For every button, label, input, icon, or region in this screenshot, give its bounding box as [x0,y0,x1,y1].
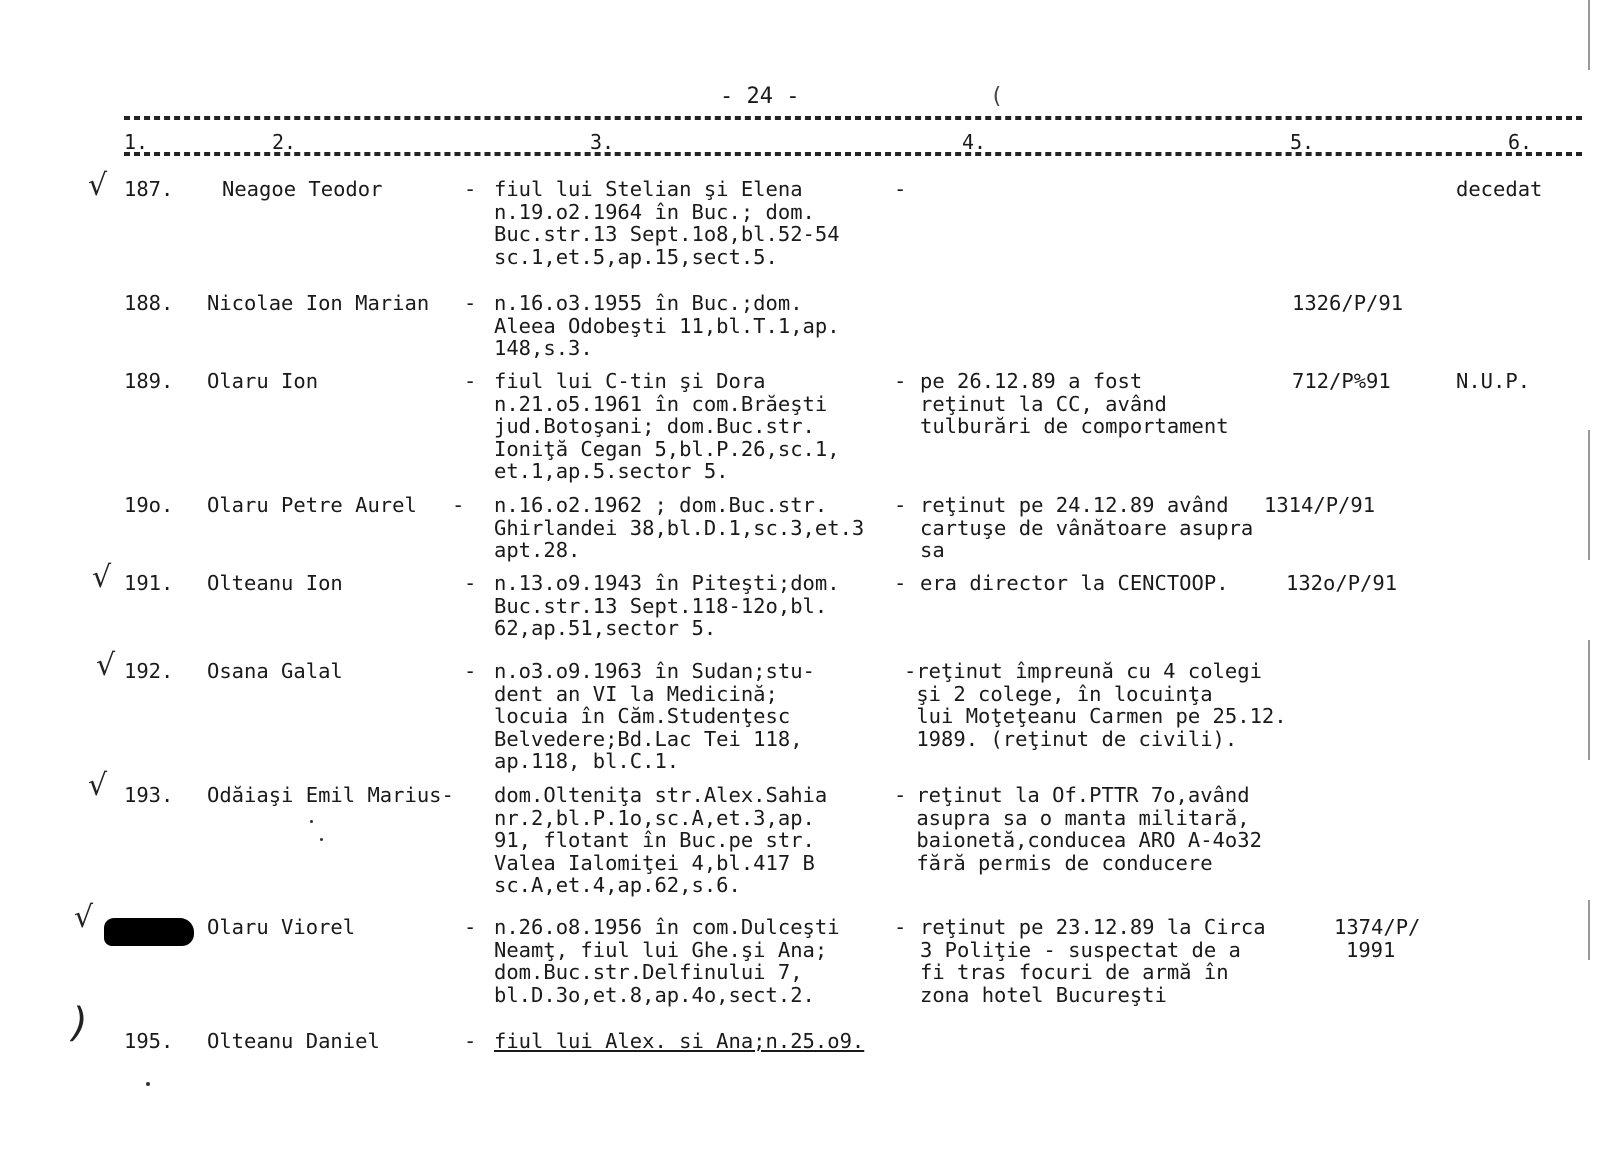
column-number-4: 4. [962,130,987,154]
entry-name: Olaru Ion [207,369,319,393]
scan-speck [320,838,323,841]
entry-details: fiul lui Stelian şi Elena n.19.o2.1964 în Buc.; dom. Buc.str.13 Sept.1o8,bl.52-54 sc.1,et.5,ap.15,sect.5. [494,177,840,269]
entry-details: dom.Olteniţa str.Alex.Sahia nr.2,bl.P.1o,sc.A,et.3,ap. 91, flotant în Buc.pe str. Valea Ialomiţei 4,bl.417 B sc.A,et.4,ap.62,s.6. [494,783,828,897]
column-number-1: 1. [124,130,149,154]
scan-speck [310,820,313,823]
scan-edge-mark [1588,0,1590,70]
entry-number: 189. [124,369,174,393]
separator-dash: - [894,783,907,807]
entry-details: n.26.o8.1956 în com.Dulceşti Neamţ, fiul lui Ghe.şi Ana; dom.Buc.str.Delfinului 7, bl.D.3o,et.8,ap.4o,sect.2. [494,915,840,1007]
column-number-5: 5. [1290,130,1315,154]
header-rule-bottom [124,152,1582,156]
entry-status: decedat [1456,177,1543,201]
entry-name: Olaru Petre Aurel [207,493,417,517]
separator-dash: - [464,571,477,595]
entry-file-number: 712/P%91 [1292,369,1391,393]
entry-name: Osana Galal [207,659,343,683]
entry-note: -reţinut împreună cu 4 colegi şi 2 colege, în locuinţa lui Moţeţeanu Carmen pe 25.12. 1989. (reţinut de civili). [904,659,1287,751]
separator-dash: - [452,493,465,517]
separator-dash: - [464,659,477,683]
entry-name: Olteanu Ion [207,571,343,595]
separator-dash: - [894,571,907,595]
entry-details: n.13.o9.1943 în Piteşti;dom. Buc.str.13 Sept.118-12o,bl. 62,ap.51,sector 5. [494,571,840,640]
entry-note: era director la CENCTOOP. [920,571,1229,595]
entry-file-number: 1314/P/91 [1264,493,1376,517]
scan-edge-mark [1588,900,1590,960]
entry-file-number: 132o/P/91 [1286,571,1398,595]
entry-note: reţinut pe 24.12.89 având cartuşe de vânătoare asupra sa [920,493,1254,562]
entry-file-number: 1374/P/ 1991 [1334,915,1421,962]
checkmark-icon: √ [88,168,108,203]
entry-status: N.U.P. [1456,369,1531,393]
entry-details: fiul lui Alex. si Ana;n.25.o9. [494,1029,865,1053]
separator-dash: - [894,493,907,517]
separator-dash: - [464,177,477,201]
separator-dash: - [464,291,477,315]
entry-name: Nicolae Ion Marian [207,291,430,315]
entry-note: pe 26.12.89 a fost reţinut la CC, având tulburări de comportament [920,369,1229,438]
separator-dash: - [894,177,907,201]
scan-edge-mark [1588,430,1590,560]
entry-number: 195. [124,1029,174,1053]
separator-dash: - [464,915,477,939]
entry-note: reţinut pe 23.12.89 la Circa 3 Poliţie - suspectat de a fi tras focuri de armă în zona hotel Bucureşti [920,915,1266,1007]
separator-dash: - [464,1029,477,1053]
column-number-6: 6. [1508,130,1533,154]
entry-name: Neagoe Teodor [222,177,383,201]
column-number-3: 3. [590,130,615,154]
page-number: - 24 - [720,84,800,109]
separator-dash: - [464,369,477,393]
entry-number: 191. [124,571,174,595]
checkmark-icon: √ [88,768,108,803]
entry-note: reţinut la Of.PTTR 7o,având asupra sa o manta militară, baionetă,conducea ARO A-4o32 fără permis de conducere [904,783,1262,875]
entry-name: Odăiaşi Emil Marius- [207,783,454,807]
column-number-2: 2. [272,130,297,154]
scan-edge-mark [1588,640,1590,760]
entry-file-number: 1326/P/91 [1292,291,1404,315]
entry-details: fiul lui C-tin şi Dora n.21.o5.1961 în com.Brăeşti jud.Botoşani; dom.Buc.str. Ioniţă Cegan 5,bl.P.26,sc.1, et.1,ap.5.sector 5. [494,369,840,483]
header-rule-top [124,116,1582,120]
checkmark-icon: √ [74,900,94,935]
entry-details: n.16.o3.1955 în Buc.;dom. Aleea Odobeşti 11,bl.T.1,ap. 148,s.3. [494,291,840,360]
entry-details: n.16.o2.1962 ; dom.Buc.str. Ghirlandei 38,bl.D.1,sc.3,et.3 apt.28. [494,493,865,562]
entry-number: 192. [124,659,174,683]
entry-name: Olteanu Daniel [207,1029,380,1053]
entry-number: 188. [124,291,174,315]
entry-number: 19o. [124,493,174,517]
margin-mark: ( [990,84,1004,109]
separator-dash: - [894,369,907,393]
checkmark-icon: √ [92,560,112,595]
bracket-mark-icon: ) [72,1000,88,1046]
scan-speck [146,1082,150,1086]
redaction-block [104,918,194,946]
separator-dash: - [894,915,907,939]
entry-name: Olaru Viorel [207,915,356,939]
entry-number: 193. [124,783,174,807]
entry-number: 187. [124,177,174,201]
checkmark-icon: √ [96,648,116,683]
entry-details: n.o3.o9.1963 în Sudan;stu- dent an VI la Medicină; locuia în Căm.Studenţesc Belvedere;Bd.Lac Tei 118, ap.118, bl.C.1. [494,659,815,773]
